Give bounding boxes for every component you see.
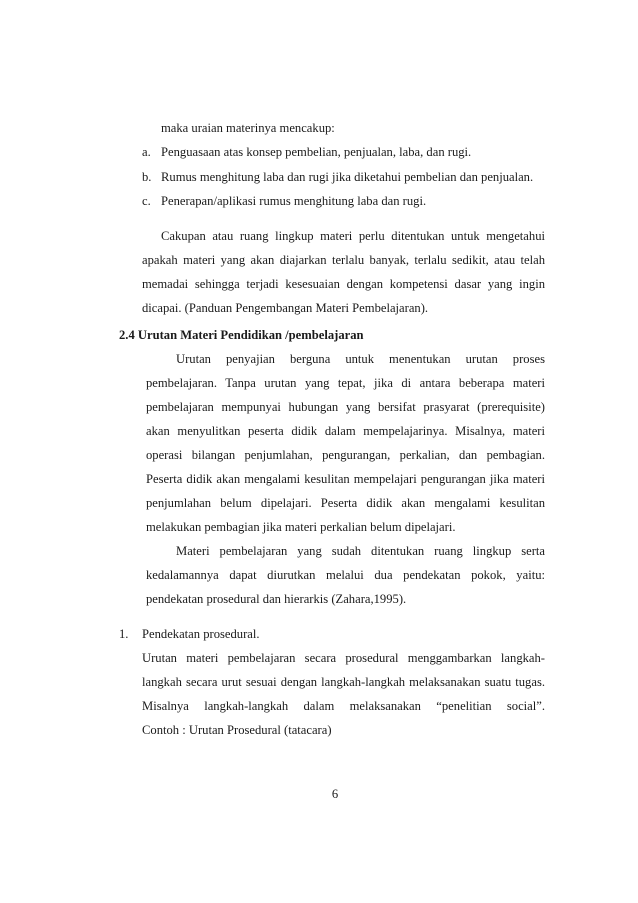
paragraph-line: Misalnya langkah-langkah dalam melaksanakan “penelitian social”. xyxy=(142,699,545,713)
page-number: 6 xyxy=(331,787,339,801)
paragraph-line: Urutan penyajian berguna untuk menentukan urutan proses xyxy=(176,352,545,366)
paragraph-line: dicapai. (Panduan Pengembangan Materi Pembelajaran). xyxy=(142,301,429,315)
list-item: Penguasaan atas konsep pembelian, penjualan, laba, dan rugi. xyxy=(161,145,472,159)
paragraph-line: pendekatan prosedural dan hierarkis (Zahara,1995). xyxy=(146,592,407,606)
intro-line: maka uraian materinya mencakup: xyxy=(161,121,335,135)
list-marker: a. xyxy=(142,145,151,159)
list-item: Penerapan/aplikasi rumus menghitung laba dan rugi. xyxy=(161,194,427,208)
item-number: 1. xyxy=(119,627,129,641)
paragraph-line: pembelajaran mempunyai hubungan yang bersifat prasyarat (prerequisite) xyxy=(146,400,545,414)
paragraph-line: Contoh : Urutan Prosedural (tatacara) xyxy=(142,723,332,737)
paragraph-line: kedalamannya dapat diurutkan melalui dua pendekatan pokok, yaitu: xyxy=(146,568,545,582)
list-marker: b. xyxy=(142,170,152,184)
paragraph-line: operasi bilangan penjumlahan, pengurangan, perkalian, dan pembagian. xyxy=(146,448,545,462)
paragraph-line: langkah secara urut sesuai dengan langkah-langkah melaksanakan suatu tugas. xyxy=(142,675,545,689)
paragraph-line: memadai sehingga terjadi kesesuaian dengan kompetensi dasar yang ingin xyxy=(142,277,545,291)
paragraph-line: akan menyulitkan peserta didik dalam mempelajarinya. Misalnya, materi xyxy=(146,424,545,438)
paragraph-line: Cakupan atau ruang lingkup materi perlu ditentukan untuk mengetahui xyxy=(161,229,545,243)
list-marker: c. xyxy=(142,194,151,208)
paragraph-line: penjumlahan belum dipelajari. Peserta didik akan mengalami kesulitan xyxy=(146,496,545,510)
paragraph-line: melakukan pembagian jika materi perkalian belum dipelajari. xyxy=(146,520,456,534)
list-item: Rumus menghitung laba dan rugi jika diketahui pembelian dan penjualan. xyxy=(161,170,534,184)
item-title: Pendekatan prosedural. xyxy=(142,627,260,641)
paragraph-line: Peserta didik akan mengalami kesulitan mempelajari pengurangan jika materi xyxy=(146,472,545,486)
paragraph-line: pembelajaran. Tanpa urutan yang tepat, jika di antara beberapa materi xyxy=(146,376,545,390)
section-heading: 2.4 Urutan Materi Pendidikan /pembelajaran xyxy=(119,328,364,342)
paragraph-line: Urutan materi pembelajaran secara prosedural menggambarkan langkah- xyxy=(142,651,545,665)
paragraph-line: Materi pembelajaran yang sudah ditentukan ruang lingkup serta xyxy=(176,544,545,558)
paragraph-line: apakah materi yang akan diajarkan terlalu banyak, terlalu sedikit, atau telah xyxy=(142,253,545,267)
